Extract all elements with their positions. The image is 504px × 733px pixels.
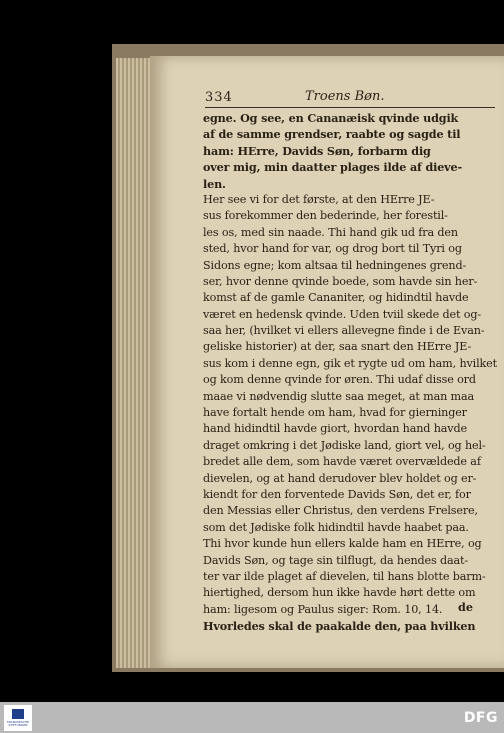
running-title: Troens Bøn.: [305, 89, 385, 104]
text-line: sus kom i denne egn, gik et rygte ud om ham, hvilket: [203, 356, 497, 370]
francke-logo-text: FRANCKESCHE STIFTUNGEN: [6, 720, 30, 727]
catchword: de: [458, 600, 473, 614]
text-line: Sidons egne; kom altsaa til hedningenes grend-: [203, 258, 467, 272]
dfg-logo[interactable]: DFG: [463, 710, 498, 726]
text-line: draget omkring i det Jødiske land, giort vel, og hel-: [203, 438, 486, 452]
text-line: have fortalt hende om ham, hvad for gierninger: [203, 406, 467, 420]
text-line: som det Jødiske folk hidindtil havde haabet paa.: [203, 520, 469, 534]
text-line: geliske historier) at der, saa snart den HErre JE-: [203, 340, 472, 354]
page-number: 334: [205, 90, 233, 105]
text-line: Her see vi for det første, at den HErre JE-: [203, 192, 435, 206]
text-line: af de samme grendser, raabte og sagde til: [203, 127, 461, 142]
text-line: og kom denne qvinde for øren. Thi udaf disse ord: [203, 373, 476, 387]
text-line: Davids Søn, og tage sin tilflugt, da hendes daat-: [203, 553, 469, 567]
text-line: sted, hvor hand for var, og drog bort til Tyri og: [203, 242, 462, 256]
text-line: været en hedensk qvinde. Uden tviil skede det og-: [203, 307, 482, 321]
text-line: dievelen, og at hand derudover blev holdet og er-: [203, 471, 477, 485]
text-line: ham: ligesom og Paulus siger: Rom. 10, 14.: [203, 602, 443, 616]
header-rule: [205, 107, 495, 108]
text-line: hiertighed, dersom hun ikke havde hørt dette om: [203, 586, 476, 600]
francke-logo[interactable]: [4, 705, 32, 731]
text-line: egne. Og see, en Cananæisk qvinde udgik: [203, 111, 459, 125]
text-line: ter var ilde plaget af dievelen, til hans blotte barm-: [203, 569, 486, 583]
text-line: les os, med sin naade. Thi hand gik ud fra den: [203, 225, 458, 239]
text-line: Hvorledes skal de paakalde den, paa hvilken: [203, 619, 476, 634]
francke-logo-icon: [12, 709, 24, 719]
text-line: kiendt for den forventede Davids Søn, det er, for: [203, 487, 471, 501]
text-line: den Messias eller Christus, den verdens Frelsere,: [203, 504, 478, 518]
text-line: len.: [203, 176, 226, 191]
text-line: ham: HErre, Davids Søn, forbarm dig: [203, 143, 431, 158]
text-line: maae vi nødvendig slutte saa meget, at man maa: [203, 389, 475, 403]
text-line: bredet alle dem, som havde været overvældede af: [203, 455, 481, 469]
text-line: hand hidindtil havde giort, hvordan hand havde: [203, 422, 467, 436]
text-line: sus forekommer den bederinde, her forestil-: [203, 209, 448, 223]
text-line: over mig, min daatter plages ilde af dieve-: [203, 160, 462, 175]
text-line: saa her, (hvilket vi ellers allevegne finde i de Evan-: [203, 324, 485, 338]
page-text: [203, 110, 497, 635]
text-line: Thi hvor kunde hun ellers kalde ham en HErre, og: [203, 537, 482, 551]
text-line: ser, hvor denne qvinde boede, som havde sin her-: [203, 274, 478, 288]
viewer-footer: [0, 702, 504, 733]
text-line: komst af de gamle Cananiter, og hidindtil havde: [203, 291, 469, 305]
